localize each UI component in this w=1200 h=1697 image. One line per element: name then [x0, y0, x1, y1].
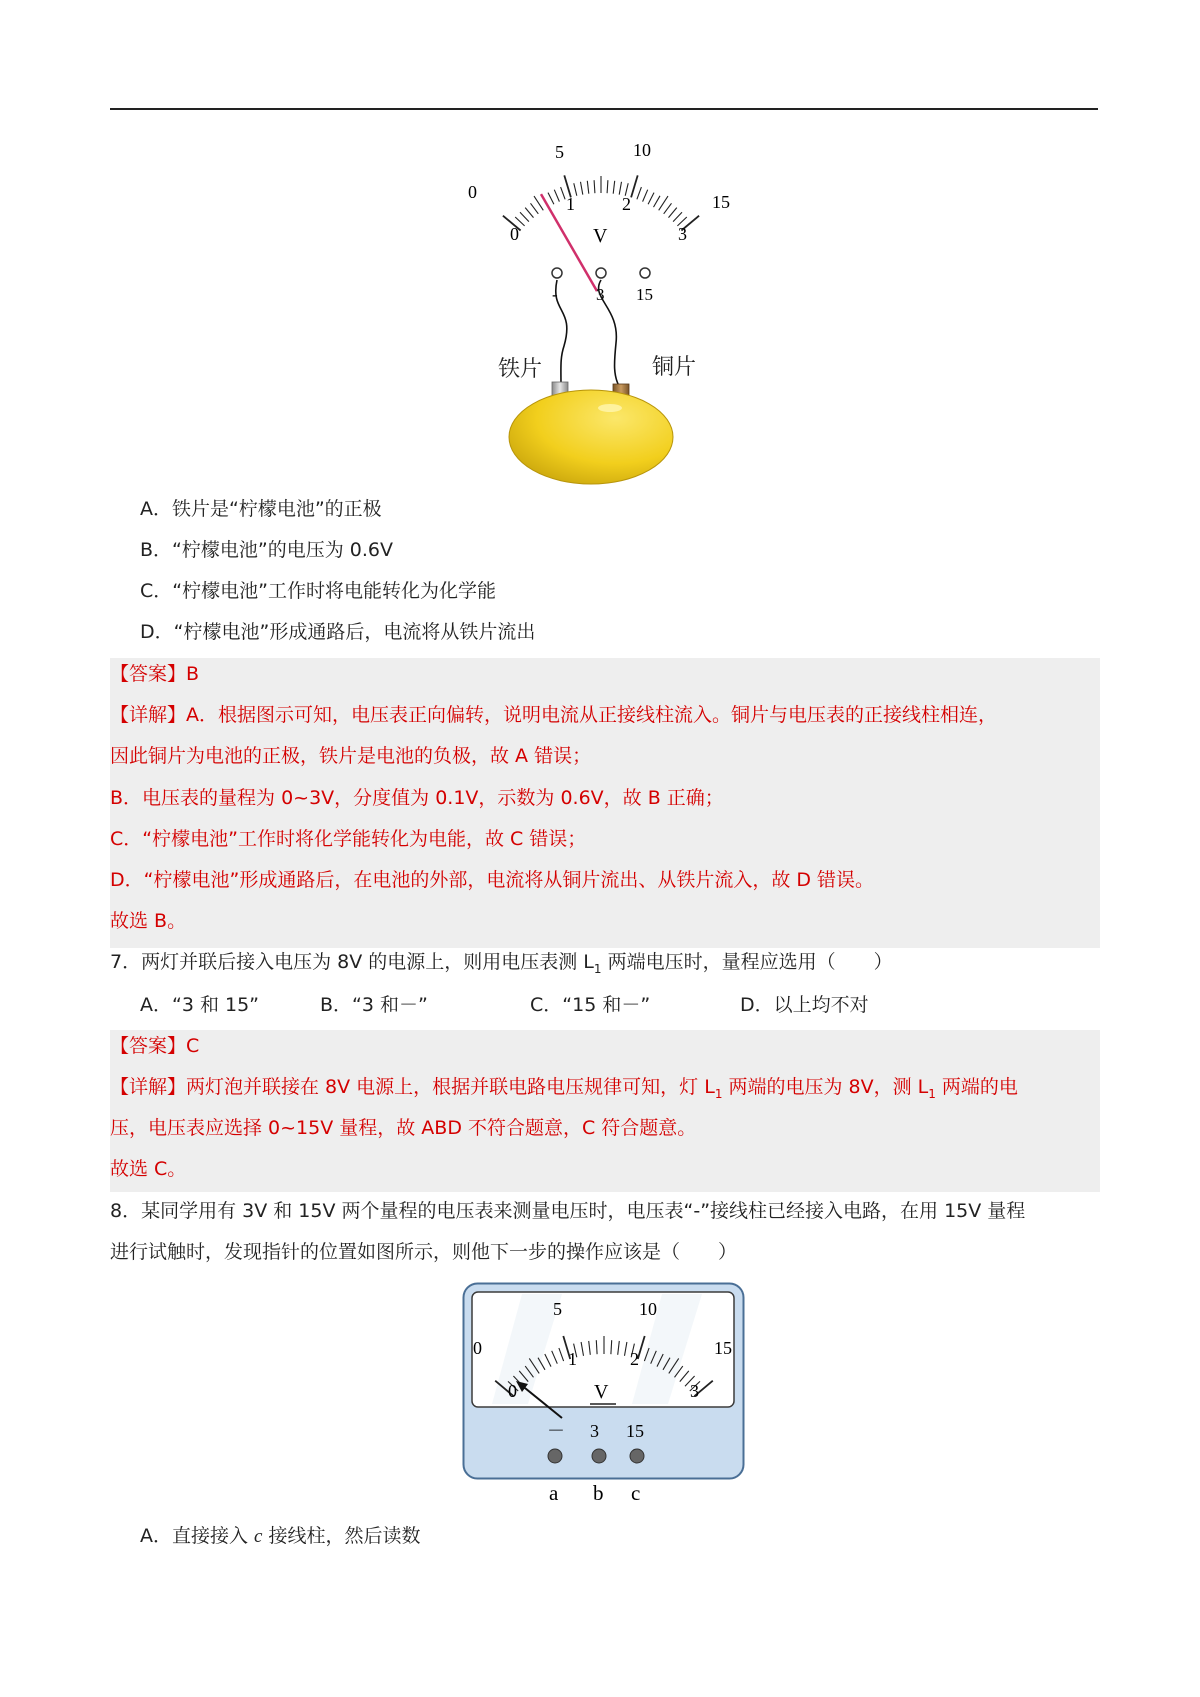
- q6-detail-line-5: D．“柠檬电池”形成通路后，在电池的外部，电流将从铜片流出、从铁片流入，故 D 错误。: [110, 869, 875, 891]
- panel-unit-label: V: [594, 1381, 609, 1403]
- scale-tick: [619, 182, 621, 195]
- scale-bottom-2: 2: [622, 194, 631, 214]
- terminal-3: [596, 268, 606, 278]
- terminal-label-15: 15: [636, 285, 653, 304]
- q6-detail-line-1: 【详解】A．根据图示可知，电压表正向偏转，说明电流从正接线柱流入。铜片与电压表的正接线柱相连，: [110, 704, 998, 726]
- scale-tick: [637, 187, 642, 199]
- scale-tick: [669, 208, 677, 218]
- panel-scale-top-10: 10: [639, 1299, 657, 1319]
- scale-tick: [520, 212, 529, 221]
- q6-option-c: C．“柠檬电池”工作时将电能转化为化学能: [140, 580, 496, 602]
- scale-tick: [664, 203, 672, 214]
- q6-detail-line-4: C．“柠檬电池”工作时将化学能转化为电能，故 C 错误；: [110, 828, 587, 850]
- q6-option-b: B．“柠檬电池”的电压为 0.6V: [140, 539, 393, 561]
- q7-answer: 【答案】C: [110, 1035, 200, 1057]
- q7-detail-line-3: 故选 C。: [110, 1158, 187, 1180]
- terminal-letter-b: b: [593, 1481, 604, 1505]
- scale-top-5: 5: [555, 142, 564, 162]
- unit-label: V: [593, 225, 608, 247]
- scale-tick: [561, 187, 566, 199]
- q6-answer: 【答案】B: [110, 663, 200, 685]
- q7-option-c: C．“15 和－”: [530, 994, 651, 1016]
- scale-tick: [587, 181, 589, 194]
- terminal-label-negative: -: [552, 285, 558, 304]
- voltmeter-panel-figure: [462, 1282, 748, 1504]
- scale-bottom-0: 0: [510, 224, 519, 244]
- terminal-15: [640, 268, 650, 278]
- iron-plate-label: 铁片: [498, 357, 543, 382]
- terminal-letter-c: c: [631, 1481, 641, 1505]
- scale-bottom-1: 1: [566, 194, 575, 214]
- q8-stem-line-1: 8．某同学用有 3V 和 15V 两个量程的电压表来测量电压时，电压表“-”接线柱已经接入电路，在用 15V 量程: [110, 1200, 1026, 1222]
- panel-scale-bottom-2: 2: [630, 1349, 639, 1369]
- q6-option-a: A．铁片是“柠檬电池”的正极: [140, 498, 382, 520]
- panel-scale-top-0: 0: [473, 1338, 482, 1358]
- terminal-negative: [552, 268, 562, 278]
- scale-tick: [531, 203, 539, 214]
- terminal-a: [548, 1449, 562, 1463]
- panel-scale-bottom-0: 0: [508, 1381, 517, 1401]
- q7-stem: 7．两灯并联后接入电压为 8V 的电源上，则用电压表测 $L_1$ 两端电压时，量程应选用（ ）: [110, 951, 893, 976]
- scale-tick: [607, 180, 608, 193]
- panel-terminal-label-15: 15: [626, 1421, 644, 1441]
- panel-terminal-label-negative: －: [547, 1421, 565, 1441]
- panel-scale-top-5: 5: [553, 1299, 562, 1319]
- terminal-label-3: 3: [596, 285, 605, 304]
- scale-tick: [643, 190, 648, 202]
- voltmeter-scale-ticks: [503, 175, 699, 230]
- q6-detail-line-2: 因此铜片为电池的正极，铁片是电池的负极，故 A 错误；: [110, 745, 592, 767]
- panel-terminal-label-3: 3: [590, 1421, 599, 1441]
- terminal-letter-a: a: [549, 1481, 559, 1505]
- scale-tick: [654, 196, 661, 207]
- panel-scale-bottom-1: 1: [568, 1349, 577, 1369]
- q8-stem-line-2: 进行试触时，发现指针的位置如图所示，则他下一步的操作应该是（ ）: [110, 1241, 738, 1263]
- q6-detail-line-3: B．电压表的量程为 0~3V，分度值为 0.1V，示数为 0.6V，故 B 正确；: [110, 787, 724, 809]
- scale-tick: [594, 180, 595, 193]
- q6-detail-line-6: 故选 B。: [110, 910, 187, 932]
- scale-tick: [581, 182, 583, 195]
- copper-plate-label: 铜片: [652, 355, 697, 380]
- scale-top-0: 0: [468, 182, 477, 202]
- lemon-battery-voltmeter-figure: [470, 138, 740, 483]
- scale-tick: [631, 175, 638, 197]
- q7-detail-line-2: 压，电压表应选择 0~15V 量程，故 ABD 不符合题意，C 符合题意。: [110, 1117, 697, 1139]
- scale-tick: [554, 190, 559, 202]
- scale-tick: [534, 196, 543, 210]
- scale-tick: [648, 193, 654, 205]
- scale-tick: [525, 208, 533, 218]
- q6-option-d: D．“柠檬电池”形成通路后，电流将从铁片流出: [140, 621, 536, 643]
- scale-bottom-3: 3: [678, 224, 687, 244]
- q7-detail-line-1: 【详解】两灯泡并联接在 8V 电源上，根据并联电路电压规律可知，灯 $L_1$ 两端的电压为 8V，测 $L_1$ 两端的电: [110, 1076, 1018, 1101]
- header-rule: [110, 108, 1098, 110]
- scale-tick: [673, 212, 682, 221]
- scale-top-10: 10: [633, 140, 651, 160]
- scale-top-15: 15: [712, 192, 730, 212]
- panel-scale-bottom-3: 3: [690, 1381, 699, 1401]
- terminal-c: [630, 1449, 644, 1463]
- scale-tick: [659, 196, 668, 210]
- q8-option-a: A．直接接入 c 接线柱，然后读数: [140, 1525, 421, 1547]
- scale-tick: [548, 193, 554, 205]
- scale-tick: [613, 181, 615, 194]
- q7-option-b: B．“3 和－”: [320, 994, 428, 1016]
- q7-option-d: D．以上均不对: [740, 994, 869, 1016]
- terminal-b: [592, 1449, 606, 1463]
- q7-option-a: A．“3 和 15”: [140, 994, 260, 1016]
- lemon: [509, 390, 673, 484]
- panel-scale-top-15: 15: [714, 1338, 732, 1358]
